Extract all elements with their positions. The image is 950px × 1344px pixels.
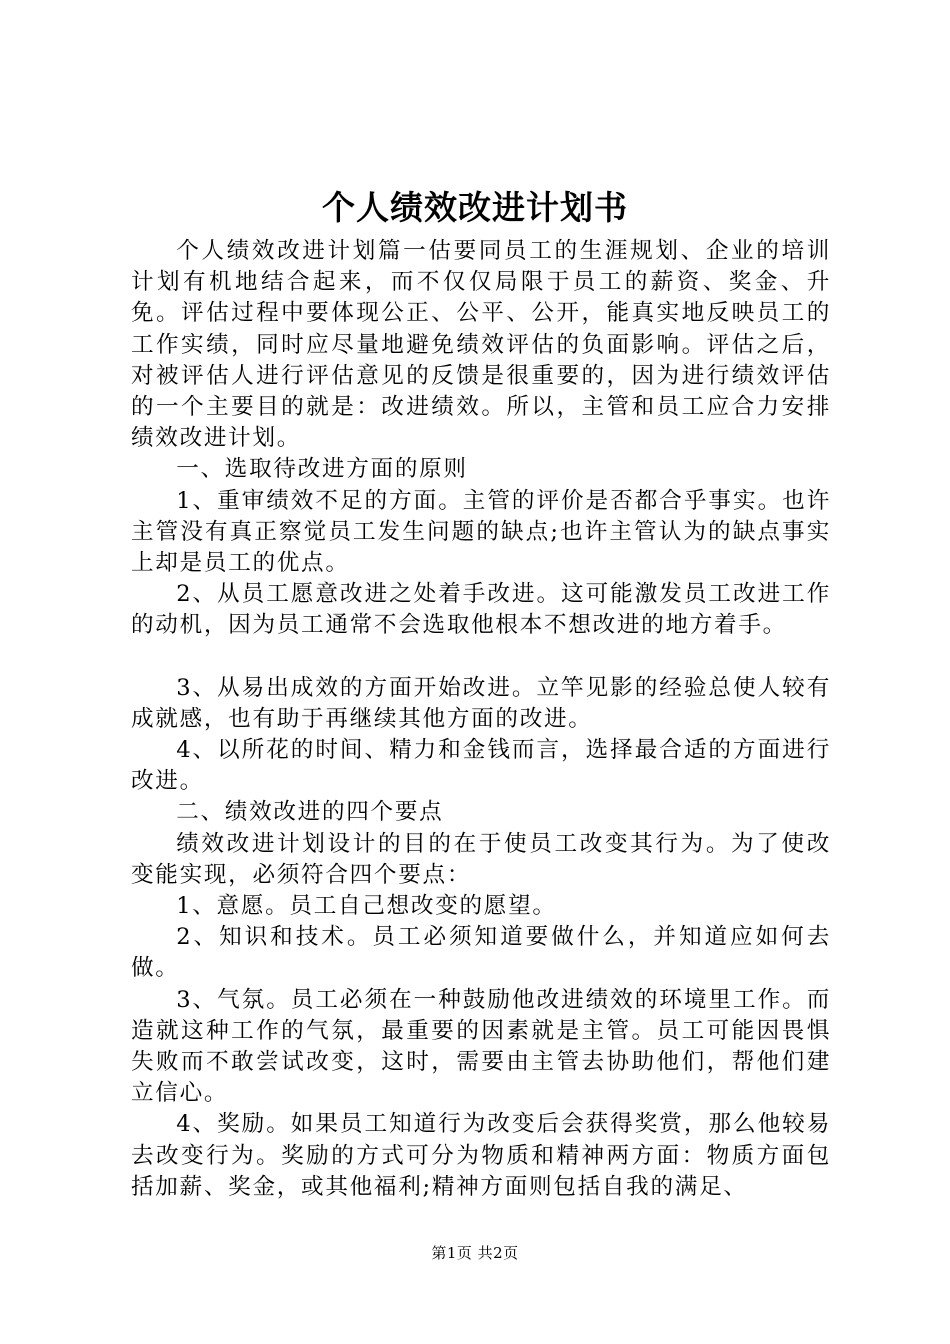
list-item: 4、奖励。如果员工知道行为改变后会获得奖赏，那么他较易去改变行为。奖励的方式可分为物质和精神两方面：物质方面包括加薪、奖金，或其他福利;精神方面则包括自我的满足、 xyxy=(131,1111,831,1200)
list-item: 1、意愿。员工自己想改变的愿望。 xyxy=(176,893,557,920)
paragraph-intro: 个人绩效改进计划篇一估要同员工的生涯规划、企业的培训计划有机地结合起来，而不仅仅局限于员工的薪资、奖金、升免。评估过程中要体现公正、公平、公开，能真实地反映员工的工作实绩，同时应尽量地避免绩效评估的负面影响。评估之后，对被评估人进行评估意见的反馈是很重要的，因为进行绩效评估的一个主要目的就是：改进绩效。所以，主管和员工应合力安排绩效改进计划。 xyxy=(131,238,831,452)
section-heading-1: 一、选取待改进方面的原则 xyxy=(176,456,468,483)
page-number-footer: 第1页 共2页 xyxy=(431,1244,519,1262)
paragraph: 绩效改进计划设计的目的在于使员工改变其行为。为了使改变能实现，必须符合四个要点： xyxy=(131,830,831,888)
list-item: 2、知识和技术。员工必须知道要做什么，并知道应如何去做。 xyxy=(131,924,831,982)
list-item: 2、从员工愿意改进之处着手改进。这可能激发员工改进工作的动机，因为员工通常不会选取他根本不想改进的地方着手。 xyxy=(131,581,831,639)
list-item: 3、气氛。员工必须在一种鼓励他改进绩效的环境里工作。而造就这种工作的气氛，最重要的因素就是主管。员工可能因畏惧失败而不敢尝试改变，这时，需要由主管去协助他们，帮他们建立信心。 xyxy=(131,986,831,1107)
document-body xyxy=(131,236,831,1203)
list-item: 1、重审绩效不足的方面。主管的评价是否都合乎事实。也许主管没有真正察觉员工发生问题的缺点;也许主管认为的缺点事实上却是员工的优点。 xyxy=(131,487,831,577)
document-title: 个人绩效改进计划书 xyxy=(322,188,628,227)
list-item: 3、从易出成效的方面开始改进。立竿见影的经验总使人较有成就感，也有助于再继续其他方面的改进。 xyxy=(131,674,831,732)
section-heading-2: 二、绩效改进的四个要点 xyxy=(176,799,444,826)
list-item: 4、以所花的时间、精力和金钱而言，选择最合适的方面进行改进。 xyxy=(131,737,831,795)
